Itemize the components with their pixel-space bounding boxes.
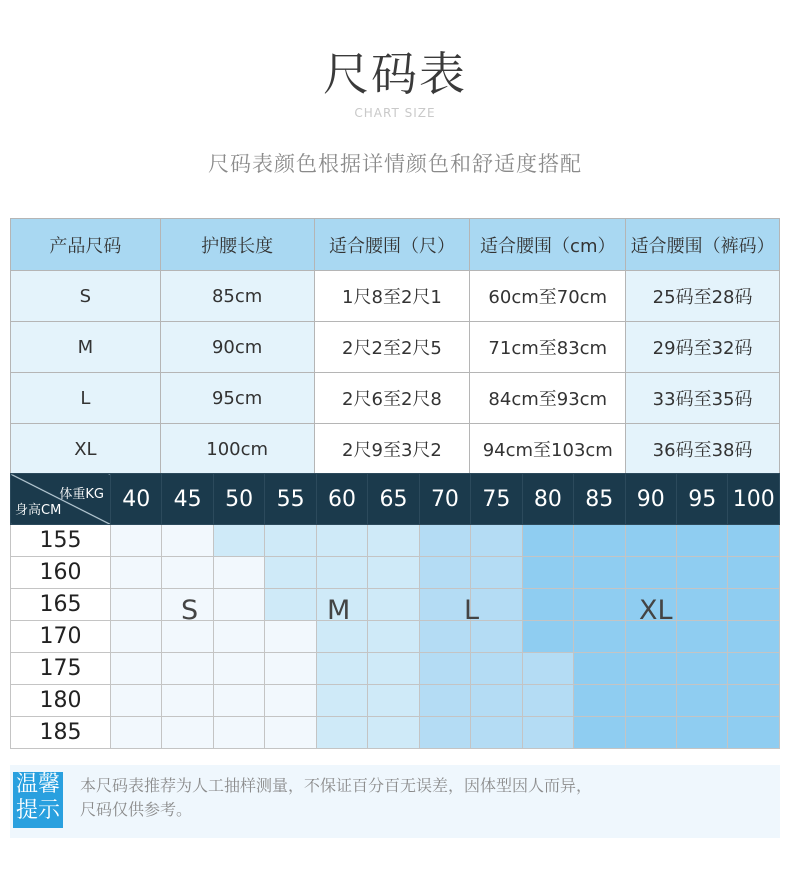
tip-badge-line2: 提示 <box>15 798 60 823</box>
zone-cell <box>728 653 780 685</box>
zone-cell <box>111 525 162 557</box>
zone-cell <box>471 557 522 589</box>
zone-cell <box>574 557 625 589</box>
table-row <box>11 373 780 424</box>
height-label-cell: 175 <box>11 653 111 685</box>
page-description: 尺码表颜色根据详情颜色和舒适度搭配 <box>208 152 582 176</box>
zone-cell <box>213 525 264 557</box>
weight-header-cell: 75 <box>471 474 522 525</box>
zone-cell <box>522 589 573 621</box>
waist-pants-cell: 25码至28码 <box>626 271 780 322</box>
height-label-cell: 155 <box>11 525 111 557</box>
zone-cell <box>676 685 727 717</box>
zone-cell <box>676 589 727 621</box>
zone-cell <box>213 685 264 717</box>
zone-cell <box>728 525 780 557</box>
zone-cell <box>265 589 316 621</box>
waist-chi-cell: 2尺2至2尺5 <box>314 322 470 373</box>
zone-cell <box>316 525 367 557</box>
zone-cell <box>625 525 676 557</box>
waist-chi-cell: 2尺9至3尺2 <box>314 424 470 475</box>
zone-cell <box>419 589 470 621</box>
zone-cell <box>162 653 213 685</box>
waist-cm-cell: 71cm至83cm <box>470 322 626 373</box>
tip-box <box>10 765 780 838</box>
waist-cm-cell: 94cm至103cm <box>470 424 626 475</box>
zone-cell <box>265 525 316 557</box>
tip-text <box>80 774 760 822</box>
zone-cell <box>162 717 213 749</box>
zone-cell <box>522 685 573 717</box>
zone-cell <box>111 653 162 685</box>
zone-cell <box>676 621 727 653</box>
table-row <box>11 424 780 475</box>
height-label-cell: 160 <box>11 557 111 589</box>
zone-label-xl: XL <box>639 595 673 626</box>
size-table-header-row <box>11 219 780 271</box>
length-cell: 95cm <box>160 373 314 424</box>
waist-chi-cell: 2尺6至2尺8 <box>314 373 470 424</box>
zone-cell <box>625 557 676 589</box>
length-cell: 85cm <box>160 271 314 322</box>
zone-cell <box>728 717 780 749</box>
zone-cell <box>162 557 213 589</box>
zone-cell <box>368 589 419 621</box>
zone-cell <box>213 717 264 749</box>
height-row <box>11 653 780 685</box>
zone-cell <box>316 685 367 717</box>
zone-cell <box>419 685 470 717</box>
weight-header-cell: 50 <box>213 474 264 525</box>
height-row <box>11 525 780 557</box>
zone-cell <box>728 557 780 589</box>
zone-cell <box>368 525 419 557</box>
zone-cell <box>676 557 727 589</box>
zone-cell <box>471 525 522 557</box>
zone-cell <box>419 653 470 685</box>
zone-cell <box>265 653 316 685</box>
height-label-cell: 185 <box>11 717 111 749</box>
zone-cell <box>574 621 625 653</box>
weight-header-cell: 45 <box>162 474 213 525</box>
zone-cell <box>368 685 419 717</box>
zone-cell <box>676 653 727 685</box>
zone-cell <box>316 557 367 589</box>
zone-cell <box>728 621 780 653</box>
weight-header-cell: 100 <box>728 474 780 525</box>
weight-header-cell: 85 <box>574 474 625 525</box>
size-cell: M <box>11 322 161 373</box>
size-cell: L <box>11 373 161 424</box>
zone-cell <box>574 525 625 557</box>
weight-header-row <box>11 474 780 525</box>
page-title: 尺码表 <box>323 47 467 101</box>
table-row <box>11 322 780 373</box>
zone-cell <box>574 653 625 685</box>
zone-cell <box>471 685 522 717</box>
zone-cell <box>368 557 419 589</box>
waist-pants-cell: 33码至35码 <box>626 373 780 424</box>
weight-header-cell: 70 <box>419 474 470 525</box>
zone-cell <box>471 717 522 749</box>
waist-pants-cell: 29码至32码 <box>626 322 780 373</box>
size-cell: S <box>11 271 161 322</box>
zone-cell <box>111 717 162 749</box>
tip-text-line1: 本尺码表推荐为人工抽样测量，不保证百分百无误差，因体型因人而异， <box>80 776 593 795</box>
header-belt-length: 护腰长度 <box>160 219 314 271</box>
length-cell: 100cm <box>160 424 314 475</box>
zone-cell <box>522 717 573 749</box>
weight-header-cell: 40 <box>111 474 162 525</box>
zone-cell <box>368 717 419 749</box>
zone-cell <box>111 621 162 653</box>
zone-cell <box>728 685 780 717</box>
header-product-size: 产品尺码 <box>11 219 161 271</box>
zone-cell <box>265 717 316 749</box>
zone-label-s: S <box>181 595 199 626</box>
header-waist-pants: 适合腰围（裤码） <box>626 219 780 271</box>
height-label-cell: 165 <box>11 589 111 621</box>
height-label-cell: 180 <box>11 685 111 717</box>
zone-label-m: M <box>327 595 351 626</box>
zone-cell <box>625 685 676 717</box>
zone-cell <box>111 685 162 717</box>
length-cell: 90cm <box>160 322 314 373</box>
waist-cm-cell: 60cm至70cm <box>470 271 626 322</box>
zone-cell <box>419 525 470 557</box>
zone-cell <box>522 621 573 653</box>
size-table <box>10 218 780 475</box>
size-cell: XL <box>11 424 161 475</box>
tip-text-line2: 尺码仅供参考。 <box>80 800 193 819</box>
zone-cell <box>574 589 625 621</box>
zone-cell <box>162 525 213 557</box>
zone-cell <box>111 557 162 589</box>
zone-cell <box>316 653 367 685</box>
corner-cell <box>11 474 111 525</box>
height-row <box>11 717 780 749</box>
height-axis-label: 身高CM <box>15 503 62 518</box>
weight-header-cell: 95 <box>676 474 727 525</box>
zone-cell <box>213 621 264 653</box>
weight-header-cell: 80 <box>522 474 573 525</box>
zone-cell <box>625 653 676 685</box>
header-waist-cm: 适合腰围（cm） <box>470 219 626 271</box>
zone-cell <box>213 557 264 589</box>
tip-badge-line1: 温馨 <box>15 772 60 797</box>
zone-cell <box>419 621 470 653</box>
zone-cell <box>471 653 522 685</box>
weight-header-cell: 55 <box>265 474 316 525</box>
zone-cell <box>213 589 264 621</box>
zone-cell <box>676 525 727 557</box>
zone-cell <box>522 653 573 685</box>
weight-header-cell: 60 <box>316 474 367 525</box>
weight-axis-label: 体重KG <box>59 487 104 502</box>
zone-label-l: L <box>464 595 480 626</box>
zone-cell <box>368 621 419 653</box>
zone-cell <box>522 525 573 557</box>
zone-cell <box>728 589 780 621</box>
height-label-cell: 170 <box>11 621 111 653</box>
tip-badge <box>13 772 63 828</box>
zone-cell <box>625 717 676 749</box>
zone-cell <box>676 717 727 749</box>
zone-cell <box>265 557 316 589</box>
header-waist-chi: 适合腰围（尺） <box>314 219 470 271</box>
weight-header-cell: 90 <box>625 474 676 525</box>
zone-cell <box>162 685 213 717</box>
waist-pants-cell: 36码至38码 <box>626 424 780 475</box>
zone-cell <box>265 621 316 653</box>
height-row <box>11 685 780 717</box>
zone-cell <box>111 589 162 621</box>
zone-cell <box>522 557 573 589</box>
zone-cell <box>419 717 470 749</box>
page-subtitle-en: CHART SIZE <box>354 106 436 120</box>
weight-header-cell: 65 <box>368 474 419 525</box>
height-row <box>11 557 780 589</box>
zone-cell <box>213 653 264 685</box>
table-row <box>11 271 780 322</box>
waist-cm-cell: 84cm至93cm <box>470 373 626 424</box>
zone-cell <box>574 685 625 717</box>
zone-cell <box>574 717 625 749</box>
zone-cell <box>419 557 470 589</box>
waist-chi-cell: 1尺8至2尺1 <box>314 271 470 322</box>
zone-cell <box>368 653 419 685</box>
zone-cell <box>316 717 367 749</box>
zone-cell <box>265 685 316 717</box>
